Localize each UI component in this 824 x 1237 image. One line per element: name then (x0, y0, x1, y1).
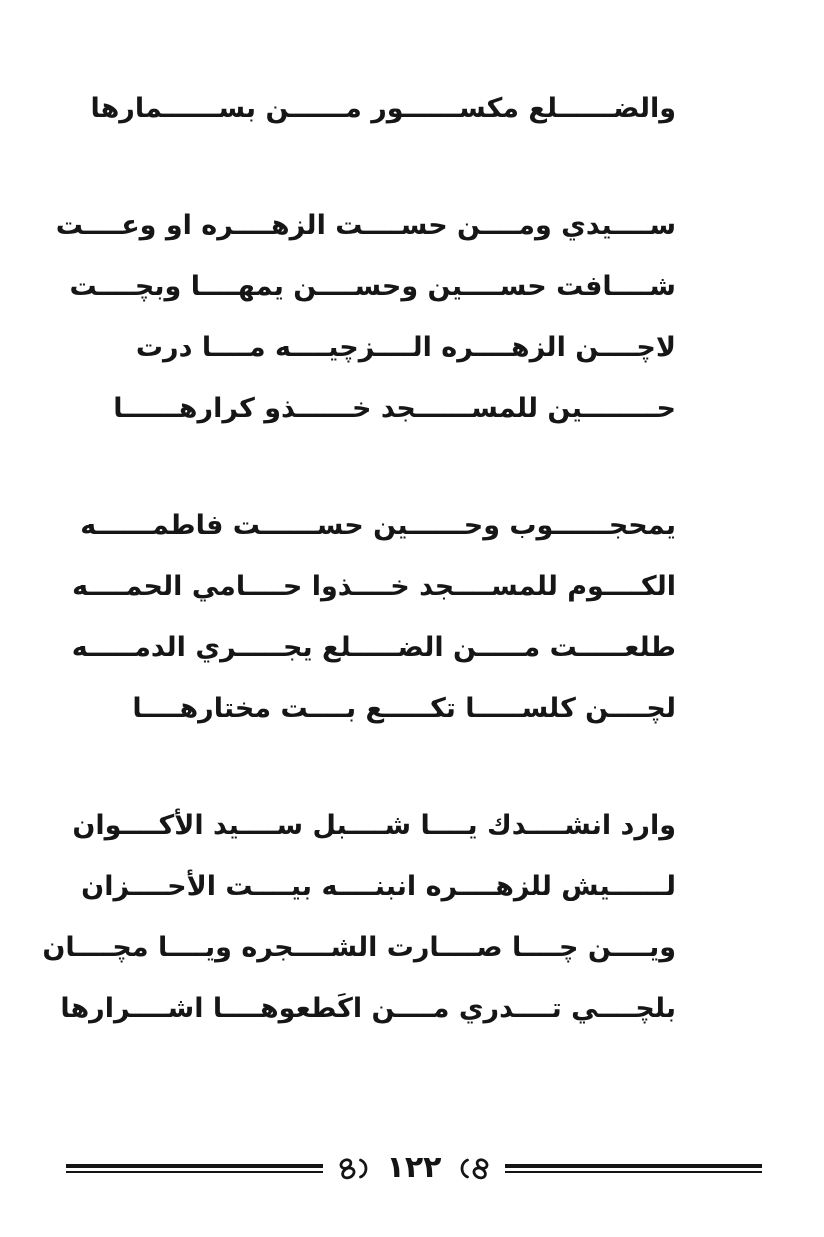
page-number: ١٢٢ (386, 1150, 442, 1185)
footer-double-rule-left (66, 1164, 323, 1173)
verse-line: ويــــن چــــا صــــارت الشــــجره ويــــا مچــــان (42, 932, 676, 963)
verse-line: شــــافت حســــين وحســــن يمهــــا وبچــــت (69, 271, 676, 302)
verse-line: لچــــن كلســـــا تكـــــع بــــت مختارهــــا (132, 693, 676, 724)
poem-stanza-1 (90, 78, 676, 139)
verse-line: بلچــــي تــــدري مــــن اكَطعوهــــا اشــــرارها (60, 993, 676, 1024)
floral-bracket-right-icon (457, 1156, 491, 1181)
verse-line: يمحجــــــوب وحــــــين حســــــت فاطمــــــه (80, 510, 676, 541)
poem-stanza-2 (55, 195, 676, 439)
footer-double-rule-right (505, 1164, 762, 1173)
poem-stanza-3 (71, 495, 676, 739)
verse-line: حــــــــين للمســــــجد خــــــذو كرارهــــــا (113, 393, 676, 424)
poem-text (42, 78, 676, 1039)
verse-line: ســــيدي ومــــن حســــت الزهــــره او وعــــت (55, 210, 676, 241)
verse-line: طلعـــــت مـــــن الضـــــلع يجـــــري الدمـــــه (71, 632, 676, 663)
verse-line: لاچــــن الزهــــره الــــزچيــــه مــــا درت (135, 332, 676, 363)
poem-stanza-4 (42, 795, 676, 1039)
floral-bracket-left-icon (337, 1156, 371, 1181)
verse-line: الكــــوم للمســــجد خــــذوا حــــامي الحمــــه (72, 571, 676, 602)
verse-line: وارد انشــــدك يــــا شــــبل ســــيد الأكــــوان (72, 810, 676, 841)
verse-line: لــــــيش للزهــــره انبنــــه بيــــت الأحــــزان (81, 871, 676, 902)
page-footer (66, 1148, 762, 1188)
verse-line: والضــــــلع مكســــــور مــــــن بســــــمارها (90, 93, 676, 124)
